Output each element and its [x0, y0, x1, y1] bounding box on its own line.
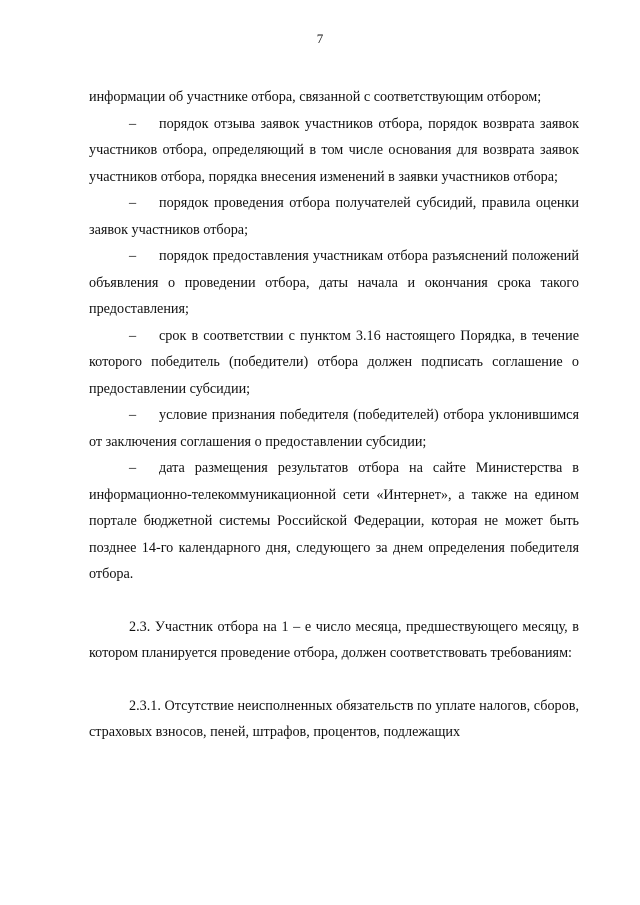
list-item: [89, 402, 579, 455]
section-2-3-paragraph: 2.3. Участник отбора на 1 – е число месяца, предшествующего месяцу, в котором планируется проведение отбора, должен соответствовать требованиям:: [89, 618, 579, 661]
dash-marker: –: [129, 407, 137, 423]
intro-paragraph: информации об участнике отбора, связанной с соответствующим отбором;: [89, 89, 542, 105]
list-item: [89, 323, 579, 403]
dash-marker: –: [129, 327, 137, 344]
dash-marker: –: [129, 195, 137, 211]
list-item-text: срок в соответствии с пунктом 3.16 настоящего Порядка, в течение которого победитель (победители) отбора должен подписать соглашение о предоставлении субсидии;: [89, 327, 579, 397]
list-item: [89, 455, 579, 588]
list-item: [89, 111, 579, 191]
list-item-text: порядок отзыва заявок участников отбора, порядок возврата заявок участников отбора, определяющий в том числе основания для возврата заявок участников отбора, порядка внесения изменений в заявки участников отбора;: [89, 115, 579, 185]
list-item-text: порядок предоставления участникам отбора разъяснений положений объявления о проведении отбора, даты начала и окончания срока такого предоставления;: [89, 248, 579, 317]
document-body: [89, 84, 579, 746]
list-item: [89, 190, 579, 243]
dash-marker: –: [129, 115, 137, 132]
list-item: [89, 243, 579, 323]
list-item-text: условие признания победителя (победителей) отбора уклонившимся от заключения соглашения о предоставлении субсидии;: [89, 407, 579, 450]
dash-marker: –: [129, 460, 137, 476]
list-item-text: дата размещения результатов отбора на сайте Министерства в информационно-телекоммуникационной сети «Интернет», а также на едином портале бюджетной системы Российской Федерации, которая не может быть позднее 14-го календарного дня, следующего за днем определения победителя отбора.: [89, 460, 579, 582]
dash-marker: –: [129, 248, 137, 264]
page-number: 7: [316, 31, 324, 46]
section-2-3-1-paragraph: 2.3.1. Отсутствие неисполненных обязательств по уплате налогов, сборов, страховых взносов, пеней, штрафов, процентов, подлежащих: [89, 697, 579, 740]
list-item-text: порядок проведения отбора получателей субсидий, правила оценки заявок участников отбора;: [89, 195, 579, 238]
